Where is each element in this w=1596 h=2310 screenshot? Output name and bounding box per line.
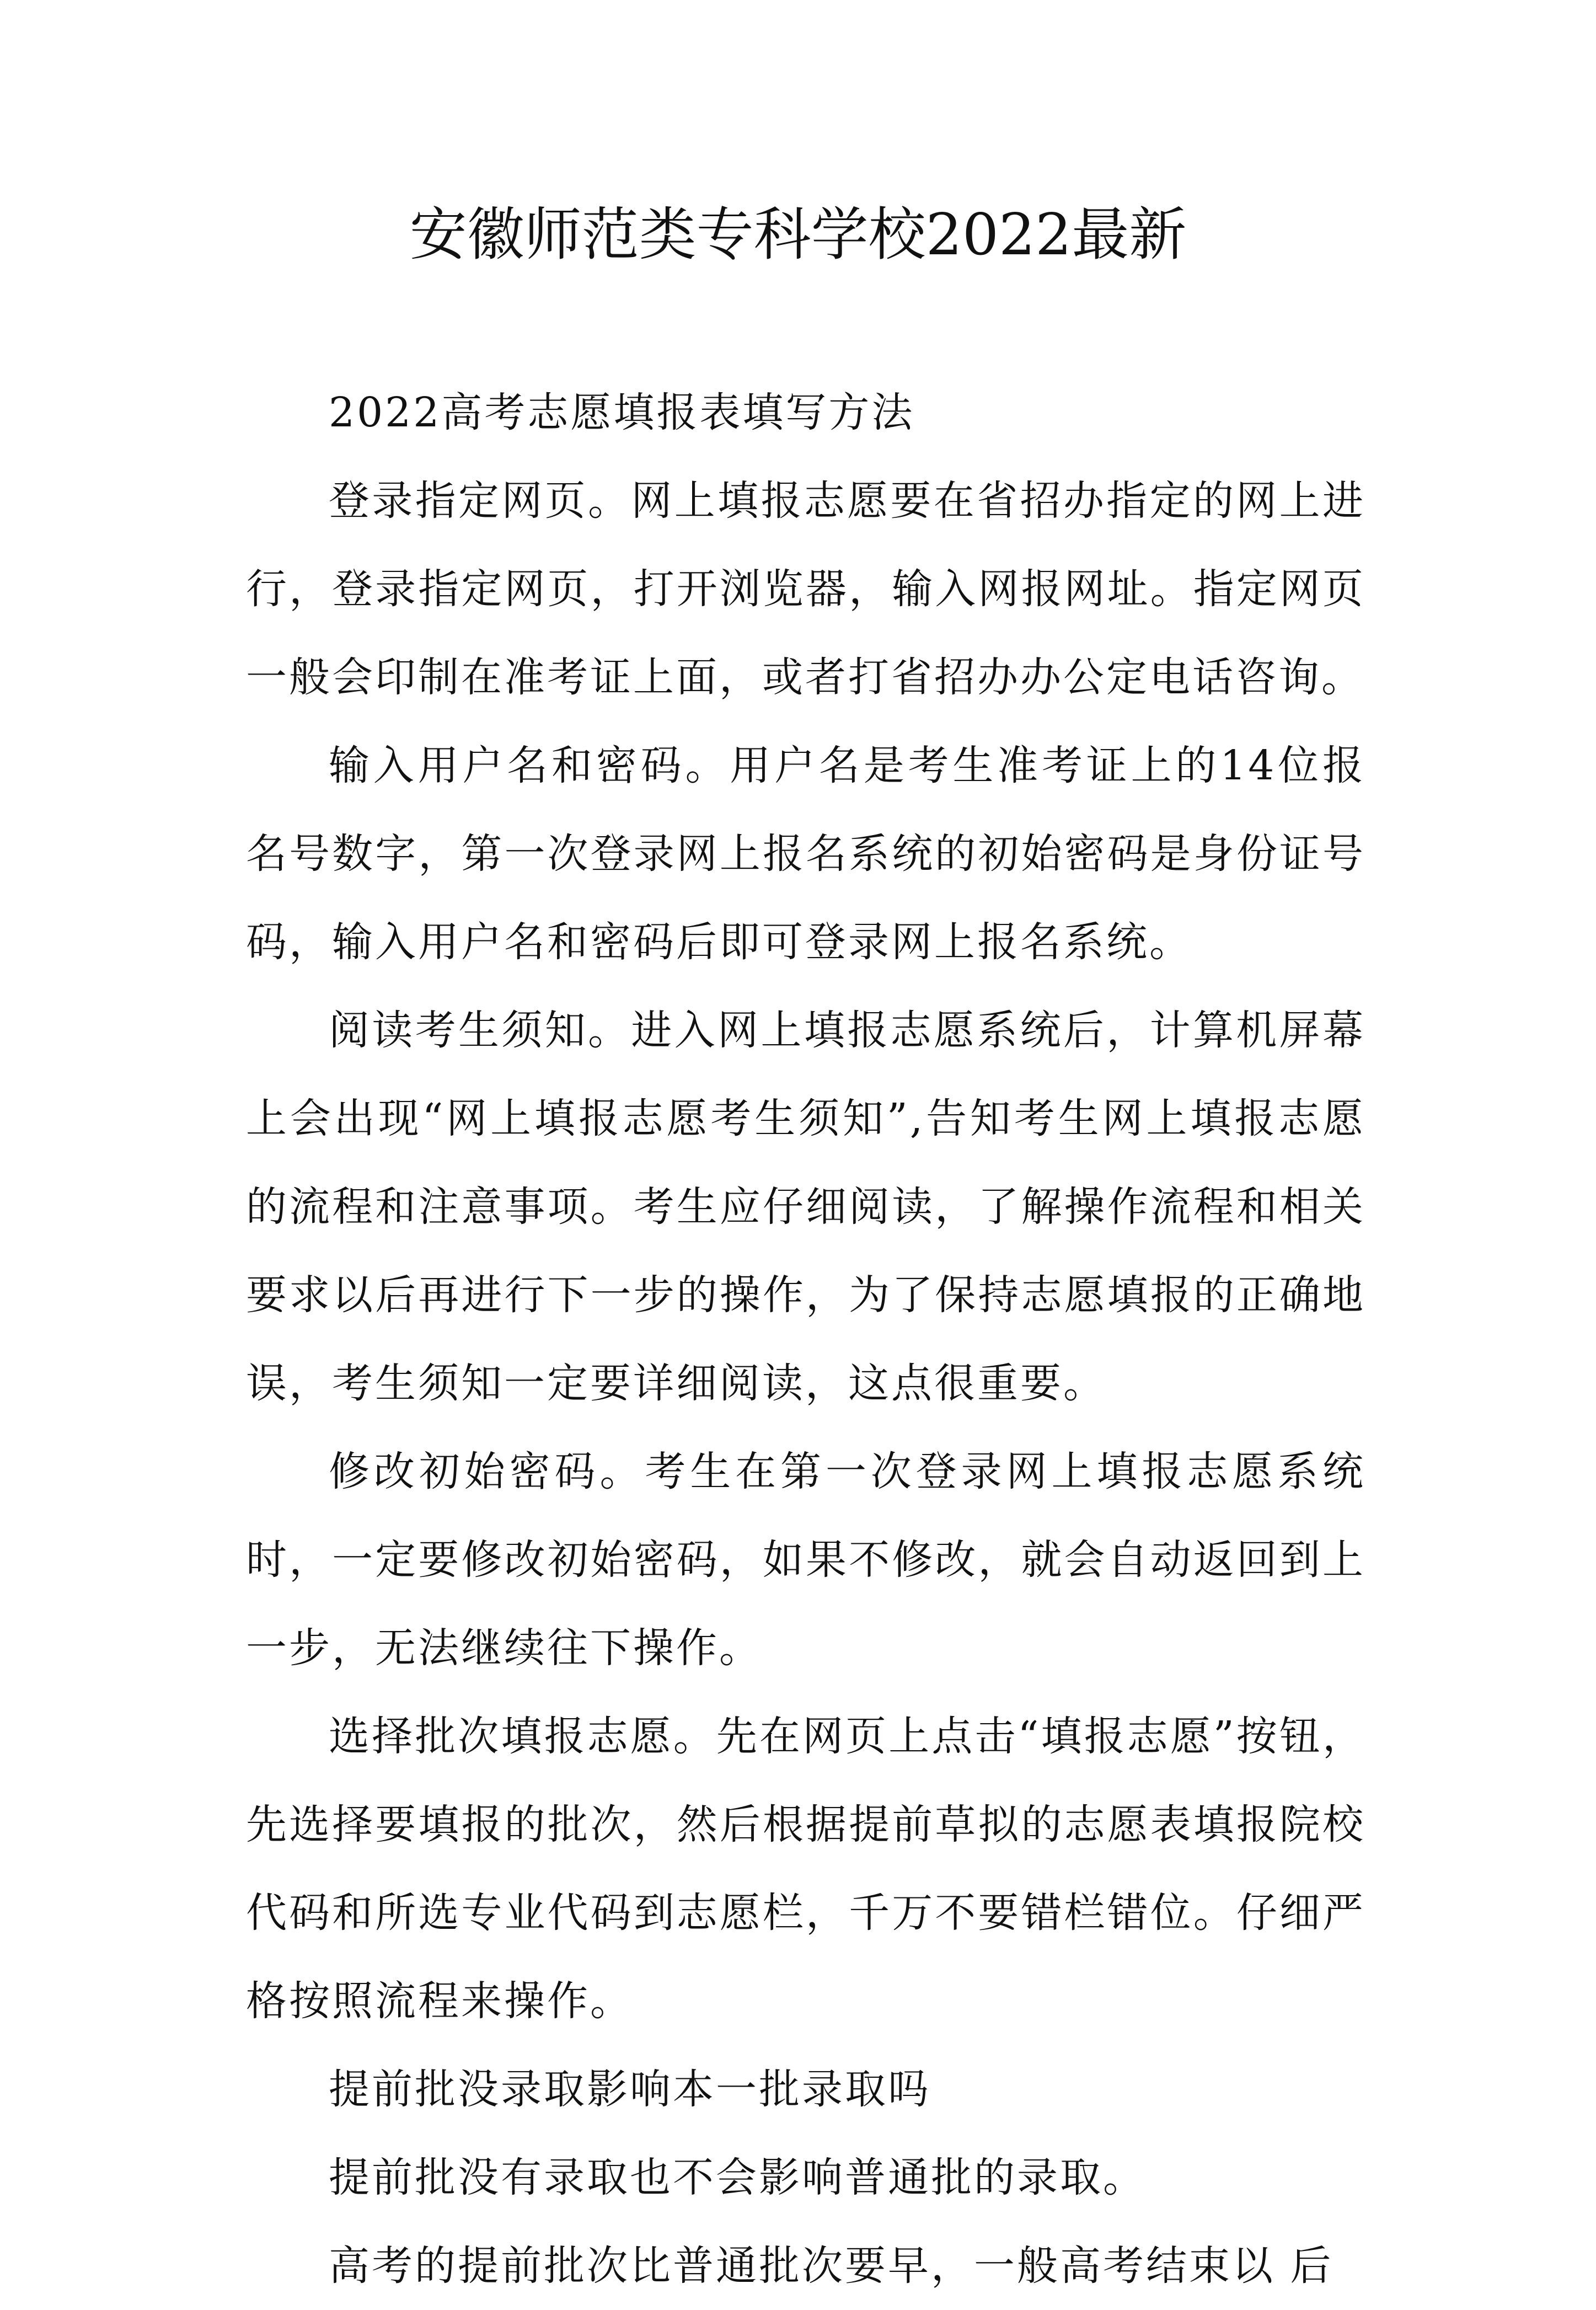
paragraph-answer-early-batch: 提前批没有录取也不会影响普通批的录取。 [329, 2154, 1146, 2201]
paragraph-read-notice: 阅读考生须知。进入网上填报志愿系统后，计算机屏幕上会出现“网上填报志愿考生须知”,告知考生网上填报志愿的流程和注意事项。考生应仔细阅读，了解操作流程和相关要求以后再进行下一步的操作，为了保持志愿填报的正确地误，考生须知一定要详细阅读，这点很重要。 [246, 1007, 1365, 1407]
paragraph-login-page: 登录指定网页。网上填报志愿要在省招办指定的网上进行，登录指定网页，打开浏览器，输入网报网址。指定网页一般会印制在准考证上面，或者打省招办办公定电话咨询。 [246, 477, 1365, 701]
paragraph-early-batch-timing: 高考的提前批次比普通批次要早，一般高考结束以 后 [329, 2242, 1333, 2290]
document-title: 安徽师范类专科学校2022最新 [409, 201, 1187, 268]
paragraph-select-batch: 选择批次填报志愿。先在网页上点击“填报志愿”按钮，先选择要填报的批次，然后根据提前草拟的志愿表填报院校代码和所选专业代码到志愿栏，千万不要错栏错位。仔细严格按照流程来操作。 [246, 1713, 1365, 2025]
document-body [246, 368, 1365, 2310]
paragraph-heading-method: 2022高考志愿填报表填写方法 [329, 389, 915, 436]
paragraph-username-password: 输入用户名和密码。用户名是考生准考证上的14位报名号数字，第一次登录网上报名系统的初始密码是身份证号码，输入用户名和密码后即可登录网上报名系统。 [246, 742, 1365, 966]
paragraph-question-early-batch: 提前批没录取影响本一批录取吗 [329, 2066, 931, 2113]
paragraph-change-password: 修改初始密码。考生在第一次登录网上填报志愿系统时，一定要修改初始密码，如果不修改，就会自动返回到上一步，无法继续往下操作。 [246, 1448, 1365, 1672]
